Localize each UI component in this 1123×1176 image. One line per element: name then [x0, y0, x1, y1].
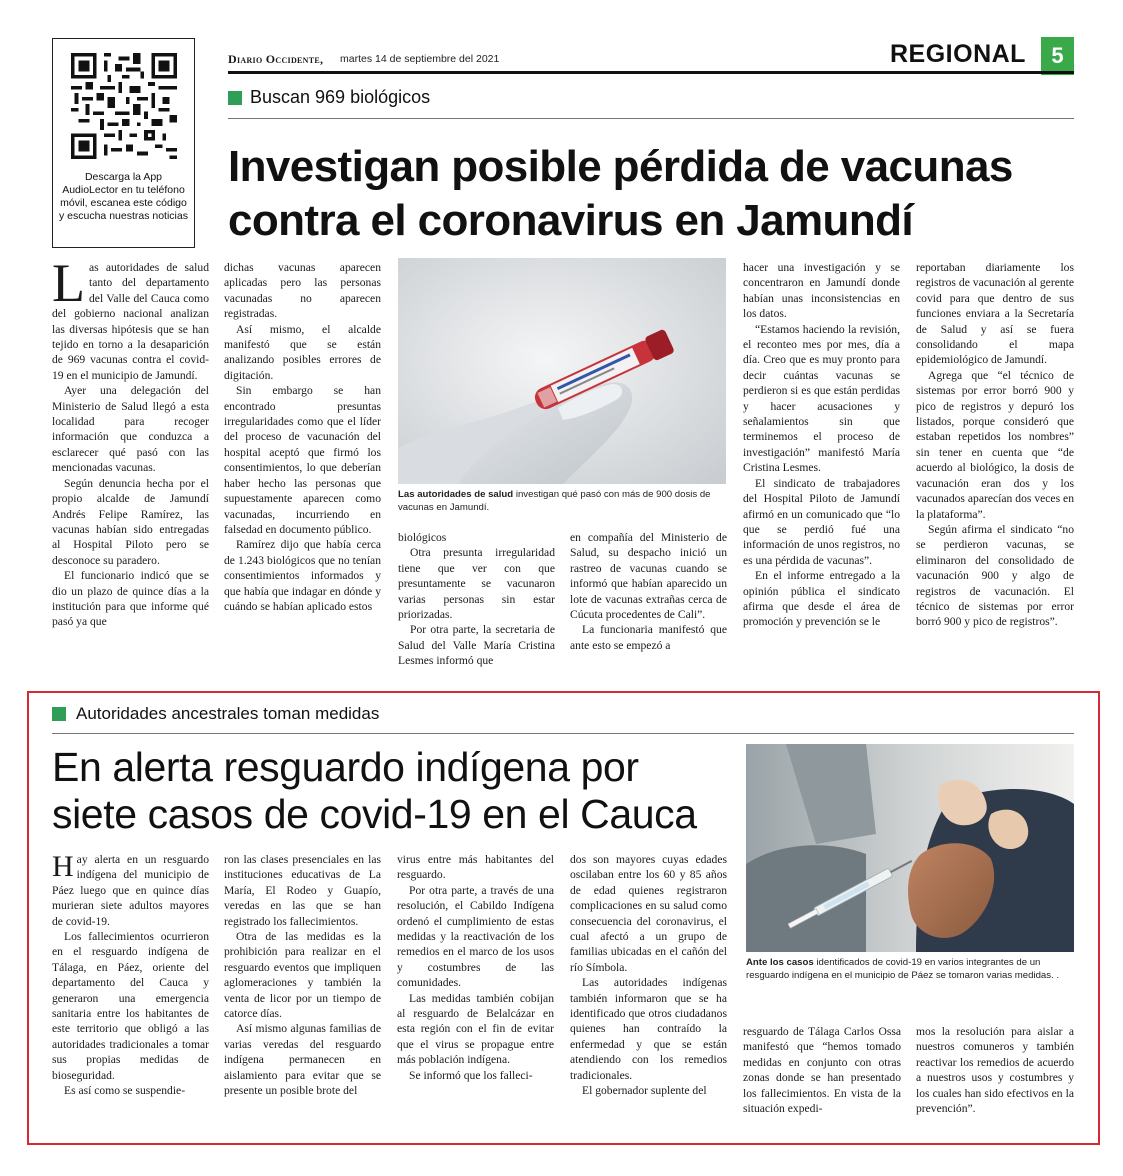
- paragraph: Es así como se suspendie-: [64, 1084, 186, 1098]
- paragraph: Los fallecimientos ocurrieron en el resguardo indígena de Tálaga, en Páez, oriente del departamento del Cauca y generaron una emergencia sanitaria entre los habitantes de este territorio que obligó a las autoridades tradicionales a tomar sus propias medidas de bioseguridad.: [52, 930, 209, 1082]
- paragraph: Así mismo algunas familias de varias veredas del resguardo indígena permanecen en aislamiento para evitar que se presente un posible brote del: [224, 1022, 381, 1098]
- paragraph: La funcionaria manifestó que ante esto se empezó a: [570, 623, 727, 652]
- paragraph: biológicos: [398, 531, 447, 544]
- paragraph: Según afirma el sindicato “no se perdieron vacunas, se eliminaron del consolidado de vacunación 900 y algo de registros de vacunación. El técnico de sistemas por error borró 900 y pico de registros”.: [916, 522, 1074, 629]
- paragraph: ay alerta en un resguardo indígena del municipio de Páez luego que en quince días murieran siete adultos mayores de covid-19.: [52, 853, 209, 928]
- paragraph: Otra de las medidas es la prohibición para realizar en el resguardo eventos que impliquen aglomeraciones y también la venta de licor por un tiempo de catorce días.: [224, 930, 381, 1021]
- article1-headline: [228, 140, 1078, 248]
- caption-lead: Ante los casos: [746, 957, 814, 968]
- issue-date: martes 14 de septiembre del 2021: [340, 53, 500, 65]
- article1-headline-line1: Investigan posible pérdida de vacunas: [228, 142, 1013, 191]
- paragraph: as autoridades de salud tanto del departamento del Valle del Cauca como del gobierno nacional analizan las diversas hipótesis que se han tejido en torno a la desaparición de 969 vacunas contra el covid-19 en el municipio de Jamundí.: [52, 261, 209, 382]
- paragraph: Así mismo, el alcalde manifestó que se están analizando posibles errores de digitación.: [224, 322, 381, 382]
- article2-column-1: [52, 852, 209, 1130]
- caption-text: identificados de covid-19 en varios integrantes de un resguardo indígena en el municipio de Páez se tomaron varias medidas. .: [746, 957, 1060, 981]
- paragraph: dos son mayores cuyas edades oscilaban entre los 60 y 85 años de edad quienes registraron complicaciones en su salud como consecuencia del coronavirus, el cual afectó a un grupo de familias ubicadas en el cañón del río Símbola.: [570, 853, 727, 974]
- paragraph: dichas vacunas aparecen aplicadas pero las personas vacunadas no aparecen registradas.: [224, 261, 381, 321]
- paragraph: “Estamos haciendo la revisión, el reconteo mes por mes, día a día. Creo que es muy pronto para decir cuántas vacunas se perdieron si es que están perdidas y hacer acusaciones y señalamientos sin que terminemos el proceso de investigación” manifestó María Cristina Lesmes.: [743, 322, 900, 475]
- paragraph: Ayer una delegación del Ministerio de Salud llegó a esta localidad para recoger información que conduzca a esclarecer qué pasó con las mencionadas vacunas.: [52, 384, 209, 475]
- paragraph: resguardo de Tálaga Carlos Ossa manifestó que “hemos tomado medidas en conjunto con otras zonas donde se han presentado los fallecimientos. En vista de la situación expedi-: [743, 1025, 901, 1116]
- qr-code-icon: [71, 53, 177, 159]
- article2-headline-line1: En alerta resguardo indígena por: [52, 744, 639, 790]
- kicker-square-icon: [52, 707, 66, 721]
- newspaper-name: Diario Occidente,: [228, 52, 324, 66]
- paragraph: Por otra parte, la secretaria de Salud del Valle María Cristina Lesmes informó que: [398, 623, 555, 668]
- article1-column-2: [224, 260, 381, 684]
- kicker-square-icon: [228, 91, 242, 105]
- paragraph: reportaban diariamente los registros de vacunación al gerente covid para que dentro de sus funciones enviara a la Secretaría de Salud y así se fuera consolidando el mapa epidemiológico de Jamundí.: [916, 261, 1074, 367]
- article2-column-5: [743, 1024, 901, 1130]
- caption-lead: Las autoridades de salud: [398, 489, 514, 500]
- vaccination-photo: [746, 744, 1074, 952]
- article2-kicker: Autoridades ancestrales toman medidas: [76, 704, 380, 723]
- paragraph: Según denuncia hecha por el propio alcalde de Jamundí Andrés Felipe Ramírez, las vacunas habían sido entregadas al Hospital Piloto pero se desconoce su paradero.: [52, 476, 209, 567]
- article1-column-5: [743, 260, 900, 684]
- article1-column-3: [398, 530, 555, 684]
- article1-photo-caption: [398, 489, 726, 514]
- masthead-rule: [228, 71, 1074, 74]
- paragraph: en compañía del Ministerio de Salud, su despacho inició un rastreo de vacunas cuando se informó que habían aparecido un lote de vacunas extrañas cerca de Cúcuta procedentes de Cali”.: [570, 531, 727, 622]
- kicker-rule: [52, 733, 1074, 734]
- paragraph: Las medidas también cobijan al resguardo de Belalcázar en esta región con el fin de evitar que el virus se propague entre más población indígena.: [397, 991, 554, 1067]
- paragraph: En el informe entregado a la opinión pública el sindicato afirma que desde el área de promoción y prevención se le: [743, 569, 900, 629]
- vaccine-vial-photo: [398, 258, 726, 484]
- section-name: REGIONAL: [890, 40, 1026, 68]
- article1-kicker: Buscan 969 biológicos: [250, 87, 431, 107]
- article1-headline-line2: contra el coronavirus en Jamundí: [228, 196, 913, 245]
- paragraph: Se informó que los falleci-: [409, 1068, 533, 1082]
- caption-text: investigan qué pasó con más de 900 dosis de vacunas en Jamundí.: [398, 489, 711, 513]
- article2-column-2: [224, 852, 381, 1130]
- article1-column-1: [52, 260, 209, 684]
- article2-headline-line2: siete casos de covid-19 en el Cauca: [52, 791, 697, 837]
- page-number-badge: 5: [1041, 37, 1074, 75]
- paragraph: El funcionario indicó que se dio un plazo de quince días a la institución para que informe qué pasó ya que: [52, 569, 209, 629]
- article1-column-6: [916, 260, 1074, 684]
- article2-column-3: [397, 852, 554, 1130]
- paragraph: Sin embargo se han encontrado presuntas irregularidades como que el líder del proceso de vacunación del hospital aceptó que firmó los consentimientos, lo que deberían haber hecho las personas que supuestamente aparecen como vacunadas, incurriendo en falsedad en documento público.: [224, 384, 381, 536]
- qr-promo-text: Descarga la App AudioLector en tu teléfono móvil, escanea este código y escucha nuestras noticias: [59, 171, 188, 222]
- drop-cap: H: [52, 852, 74, 883]
- paragraph: virus entre más habitantes del resguardo.: [397, 853, 554, 882]
- kicker-rule: [228, 118, 1074, 119]
- article2-column-4: [570, 852, 727, 1130]
- qr-promo-box: [52, 38, 195, 248]
- paragraph: Por otra parte, a través de una resolución, el Cabildo Indígena ordenó el cumplimiento de estas medidas y la reactivación de los remedios en el marco de los usos y costumbres de las comunidades.: [397, 883, 554, 990]
- paragraph: Ramírez dijo que había cerca de 1.243 biológicos que no tenían consentimientos informados y que había que indagar en dónde y cuándo se habían aplicado estos: [224, 538, 381, 613]
- paragraph: mos la resolución para aislar a nuestros comuneros y también reactivar los remedios de acuerdo a nuestros usos y costumbres y los cuales han sido efectivos en la prevención”.: [916, 1025, 1074, 1116]
- article2-photo-caption: [746, 957, 1074, 982]
- paragraph: ron las clases presenciales en las instituciones educativas de La María, El Rodeo y Guapío, veredas en las que se han registrado los fallecimientos.: [224, 853, 381, 928]
- drop-cap: L: [52, 260, 85, 313]
- paragraph: El sindicato de trabajadores del Hospital Piloto de Jamundí afirmó en un comunicado que “lo que se perdió fué una información de unos registros, no es una pérdida de vacunas”.: [743, 476, 900, 567]
- paragraph: hacer una investigación y se concentraron en Jamundí donde habían unas inconsistencias en los datos.: [743, 261, 900, 321]
- paragraph: Agrega que “el técnico de sistemas por error borró 900 y pico de registros y depuró los listados, porque consideró que estaban repetidos los nombres” sin tener en cuenta que “de acuerdo al biológico, la dosis de vacunación eran dos y los vacunados aparecían dos veces en la plataforma”.: [916, 368, 1074, 521]
- article2-column-6: [916, 1024, 1074, 1130]
- paragraph: Otra presunta irregularidad tiene que ver con que presuntamente se vacunaron varias personas sin estar priorizadas.: [398, 546, 555, 622]
- paragraph: Las autoridades indígenas también informaron que se ha identificado que otros ciudadanos quienes han contraído la enfermedad y que se están atendiendo con los remedios tradicionales.: [570, 976, 727, 1082]
- paragraph: El gobernador suplente del: [582, 1084, 707, 1098]
- article2-headline: [52, 744, 732, 838]
- article1-column-4: [570, 530, 727, 684]
